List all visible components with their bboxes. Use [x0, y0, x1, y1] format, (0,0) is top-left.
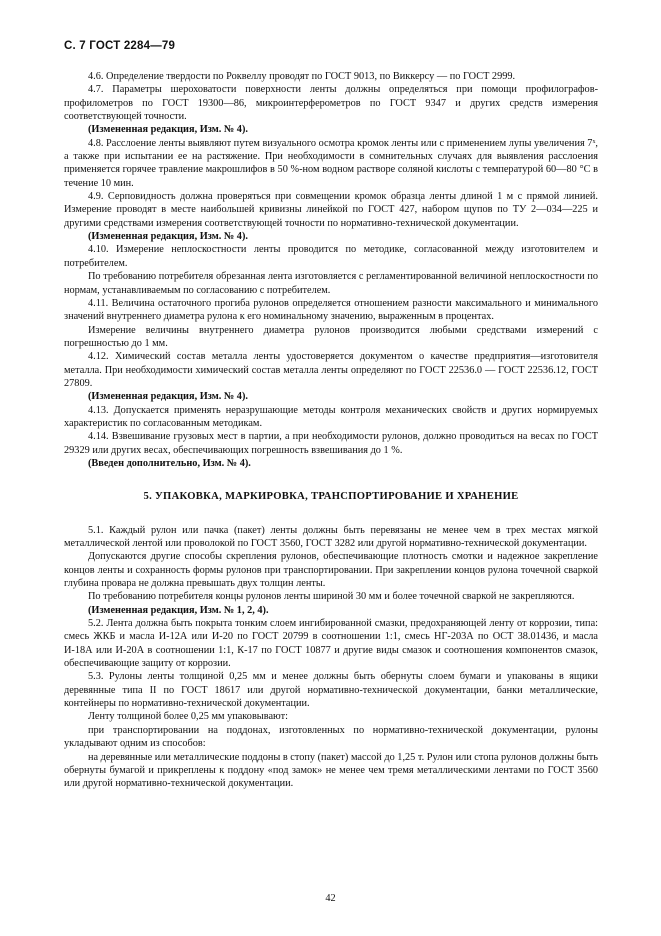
paragraph-4-13: 4.13. Допускается применять неразрушающие методы контроля механических свойств и других нормируемых характеристик по согласованным методикам. [64, 404, 598, 429]
paragraph-4-14: 4.14. Взвешивание грузовых мест в партии, а при необходимости рулонов, должно проводиться на весах по ГОСТ 29329 или других весах, обеспечивающих погрешность взвешивания до 1 %. [64, 431, 598, 456]
section-heading: 5. УПАКОВКА, МАРКИРОВКА, ТРАНСПОРТИРОВАНИЕ И ХРАНЕНИЕ [143, 491, 519, 503]
paragraph-5-3-cont3: на деревянные или металлические поддоны в стопу (пакет) массой до 1,25 т. Рулон или стопа рулонов должны быть обернуты бумагой и прикреплены к поддону «под замок» не менее чем тремя металлическими лентами по ГОСТ 3560 или другой нормативно-технической документации. [64, 751, 598, 790]
paragraph-5-1-cont: Допускаются другие способы скрепления рулонов, обеспечивающие плотность смотки и надежное закрепление концов ленты и сохранность формы рулонов при транспортировании. При закреплении концов рулона точечной сваркой глубина провара не должна превышать двух толщин ленты. [64, 551, 598, 590]
paragraph-4-11-cont: Измерение величины внутреннего диаметра рулонов производится любыми средствами измерений с погрешностью до 1 мм. [64, 324, 598, 349]
paragraph-4-8: 4.8. Расслоение ленты выявляют путем визуального осмотра кромок ленты или с применением лупы увеличения 7ˣ, а также при испытании ее на растяжение. При необходимости в сомнительных случаях для выявления расслоения применяется горячее травление макрошлифов в 50 %-ном водном растворе соляной кислоты с температурой 60—80 °С в течение 10 мин. [64, 137, 598, 189]
paragraph-4-11: 4.11. Величина остаточного прогиба рулонов определяется отношением разности максимального и минимального значений внутреннего диаметра рулона к его номинальному значению, выраженным в процентах. [64, 297, 598, 323]
paragraph-4-10: 4.10. Измерение неплоскостности ленты проводится по методике, согласованной между изготовителем и потребителем. [64, 244, 598, 269]
paragraph-4-7: 4.7. Параметры шероховатости поверхности ленты должны определяться при помощи профилографов-профилометров по ГОСТ 19300—86, микроинтерферометров по ГОСТ 9347 и других средств измерения соответствующей точности. [64, 84, 598, 123]
paragraph-5-1-cont2: По требованию потребителя концы рулонов ленты шириной 30 мм и более точечной сваркой не закрепляются. [88, 591, 575, 603]
paragraph-5-1: 5.1. Каждый рулон или пачка (пакет) ленты должны быть перевязаны не менее чем в трех местах мягкой металлической лентой или проволокой по ГОСТ 3560, ГОСТ 3282 или другой нормативно-технической документации. [64, 524, 598, 549]
paragraph-4-9: 4.9. Серповидность должна проверяться при совмещении кромок образца ленты длиной 1 м с прямой линией. Измерение проводят в месте наибольшей кривизны линейкой по ГОСТ 427, набором щупов по ТУ 2—034—225 и другими средствами измерения соответствующей точности по нормативно-технической документации. [64, 191, 598, 229]
page-number: 42 [325, 893, 336, 904]
paragraph-5-2: 5.2. Лента должна быть покрыта тонким слоем ингибированной смазки, предохраняющей ленту от коррозии, типа: смесь ЖКБ и масла И-12А или И-20 по ГОСТ 20799 в соотношении 1:1, смесь НГ-203А по ОСТ 38.01436, и масла И-18А или И-20А в соотношении 1:1, К-17 по ГОСТ 10877 и другие виды смазок и соотношения компонентов смазок, обеспечивающие защиту от коррозии. [64, 618, 598, 670]
amendment-note: (Измененная редакция, Изм. № 4). [88, 231, 248, 243]
paragraph-4-12: 4.12. Химический состав металла ленты удостоверяется документом о качестве предприятия—изготовителя металла. При необходимости химический состав металла ленты определяют по ГОСТ 22536.0 — ГОСТ 22536.12, ГОСТ 27809. [64, 351, 598, 389]
paragraph-4-6: 4.6. Определение твердости по Роквеллу проводят по ГОСТ 9013, по Виккерсу — по ГОСТ 2999. [88, 71, 516, 82]
paragraph-5-3-cont: Ленту толщиной более 0,25 мм упаковывают: [88, 711, 288, 723]
paragraph-5-3-cont2: при транспортировании на поддонах, изготовленных по нормативно-технической документации, рулоны укладывают одним из способов: [64, 724, 598, 750]
paragraph-5-3: 5.3. Рулоны ленты толщиной 0,25 мм и менее должны быть обернуты слоем бумаги и упакованы в ящики деревянные типа II по ГОСТ 18617 или другой нормативно-технической документации, банки металлические, контейнеры по нормативно-технической документации. [64, 671, 598, 710]
amendment-note: (Измененная редакция, Изм. № 1, 2, 4). [88, 604, 269, 616]
amendment-note: (Измененная редакция, Изм. № 4). [88, 391, 248, 403]
page-header: С. 7 ГОСТ 2284—79 [64, 40, 176, 52]
amendment-note: (Измененная редакция, Изм. № 4). [88, 124, 248, 136]
paragraph-4-10-cont: По требованию потребителя обрезанная лента изготовляется с регламентированной величиной неплоскостности по нормам, устанавливаемым по согласованию с потребителем. [64, 271, 598, 296]
addition-note: (Введен дополнительно, Изм. № 4). [88, 457, 251, 469]
document-body [64, 70, 598, 791]
